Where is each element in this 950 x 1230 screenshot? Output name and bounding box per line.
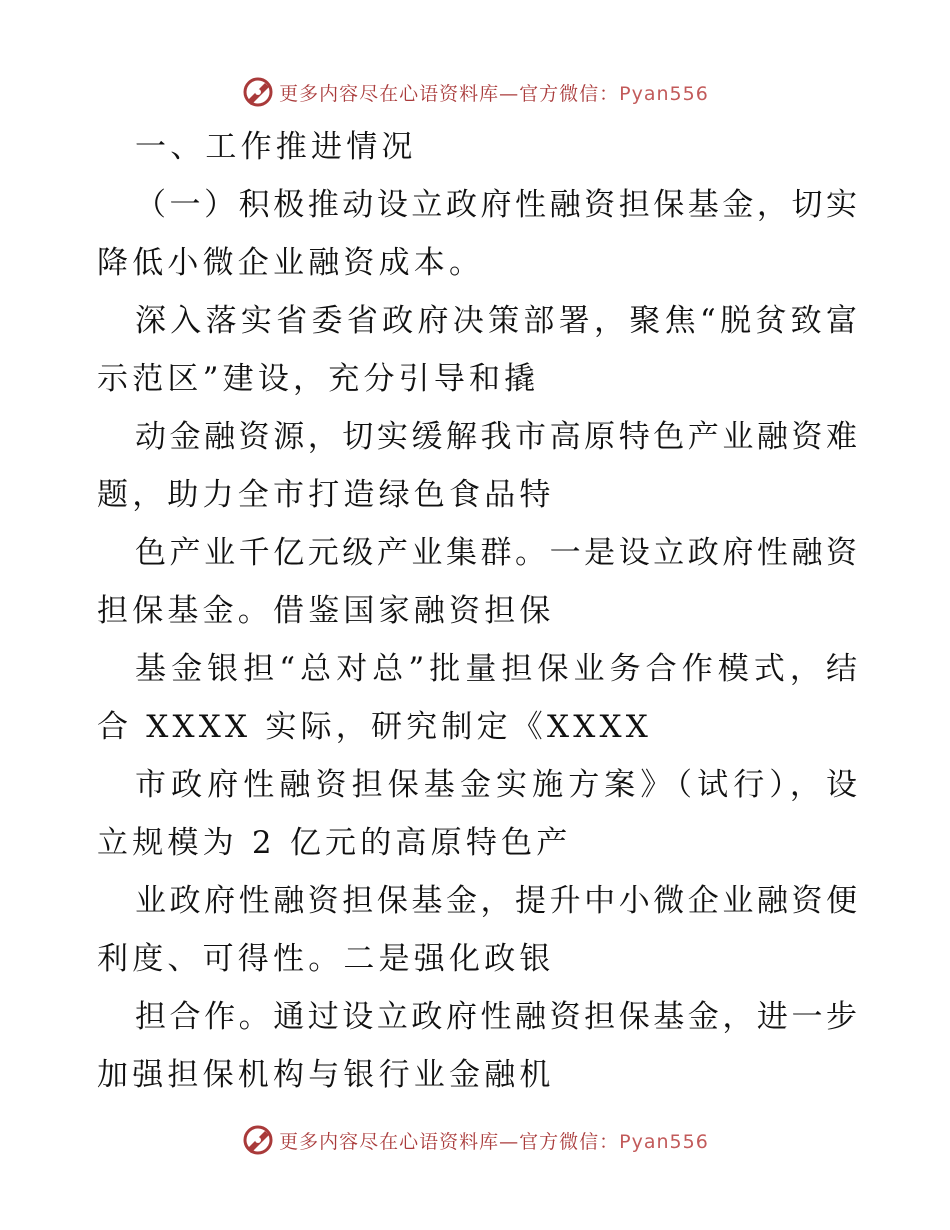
text-line: 担合作。通过设立政府性融资担保基金，进一步: [135, 999, 857, 1035]
document-body: [97, 118, 857, 1104]
text-line: （一）积极推动设立政府性融资担保基金，切实: [135, 187, 857, 223]
text-line: 合 XXXX 实际，研究制定《XXXX: [97, 709, 653, 745]
watermark-text: 更多内容尽在心语资料库—官方微信：Pyan556: [279, 1130, 709, 1153]
text-line: 题，助力全市打造绿色食品特: [97, 477, 555, 513]
pen-nib-logo-icon: [241, 75, 275, 109]
text-line: 深入落实省委省政府决策部署，聚焦“脱贫致富: [135, 303, 857, 339]
text-line: 示范区”建设，充分引导和撬: [97, 361, 540, 397]
footer-watermark: [0, 1120, 950, 1160]
text-line: 色产业千亿元级产业集群。一是设立政府性融资: [135, 535, 857, 571]
text-line: 动金融资源，切实缓解我市高原特色产业融资难: [135, 419, 857, 455]
text-line: 加强担保机构与银行业金融机: [97, 1057, 555, 1093]
pen-nib-logo-icon: [241, 1123, 275, 1157]
section-heading: 一、工作推进情况: [135, 129, 417, 165]
watermark-text: 更多内容尽在心语资料库—官方微信：Pyan556: [279, 82, 709, 105]
text-line: 基金银担“总对总”批量担保业务合作模式，结: [135, 651, 857, 687]
text-line: 业政府性融资担保基金，提升中小微企业融资便: [135, 883, 857, 919]
text-line: 担保基金。借鉴国家融资担保: [97, 593, 555, 629]
text-line: 立规模为 2 亿元的高原特色产: [97, 825, 572, 861]
text-line: 市政府性融资担保基金实施方案》（试行），设: [135, 767, 857, 803]
text-line: 利度、可得性。二是强化政银: [97, 941, 555, 977]
header-watermark: [0, 72, 950, 112]
text-line: 降低小微企业融资成本。: [97, 245, 485, 281]
